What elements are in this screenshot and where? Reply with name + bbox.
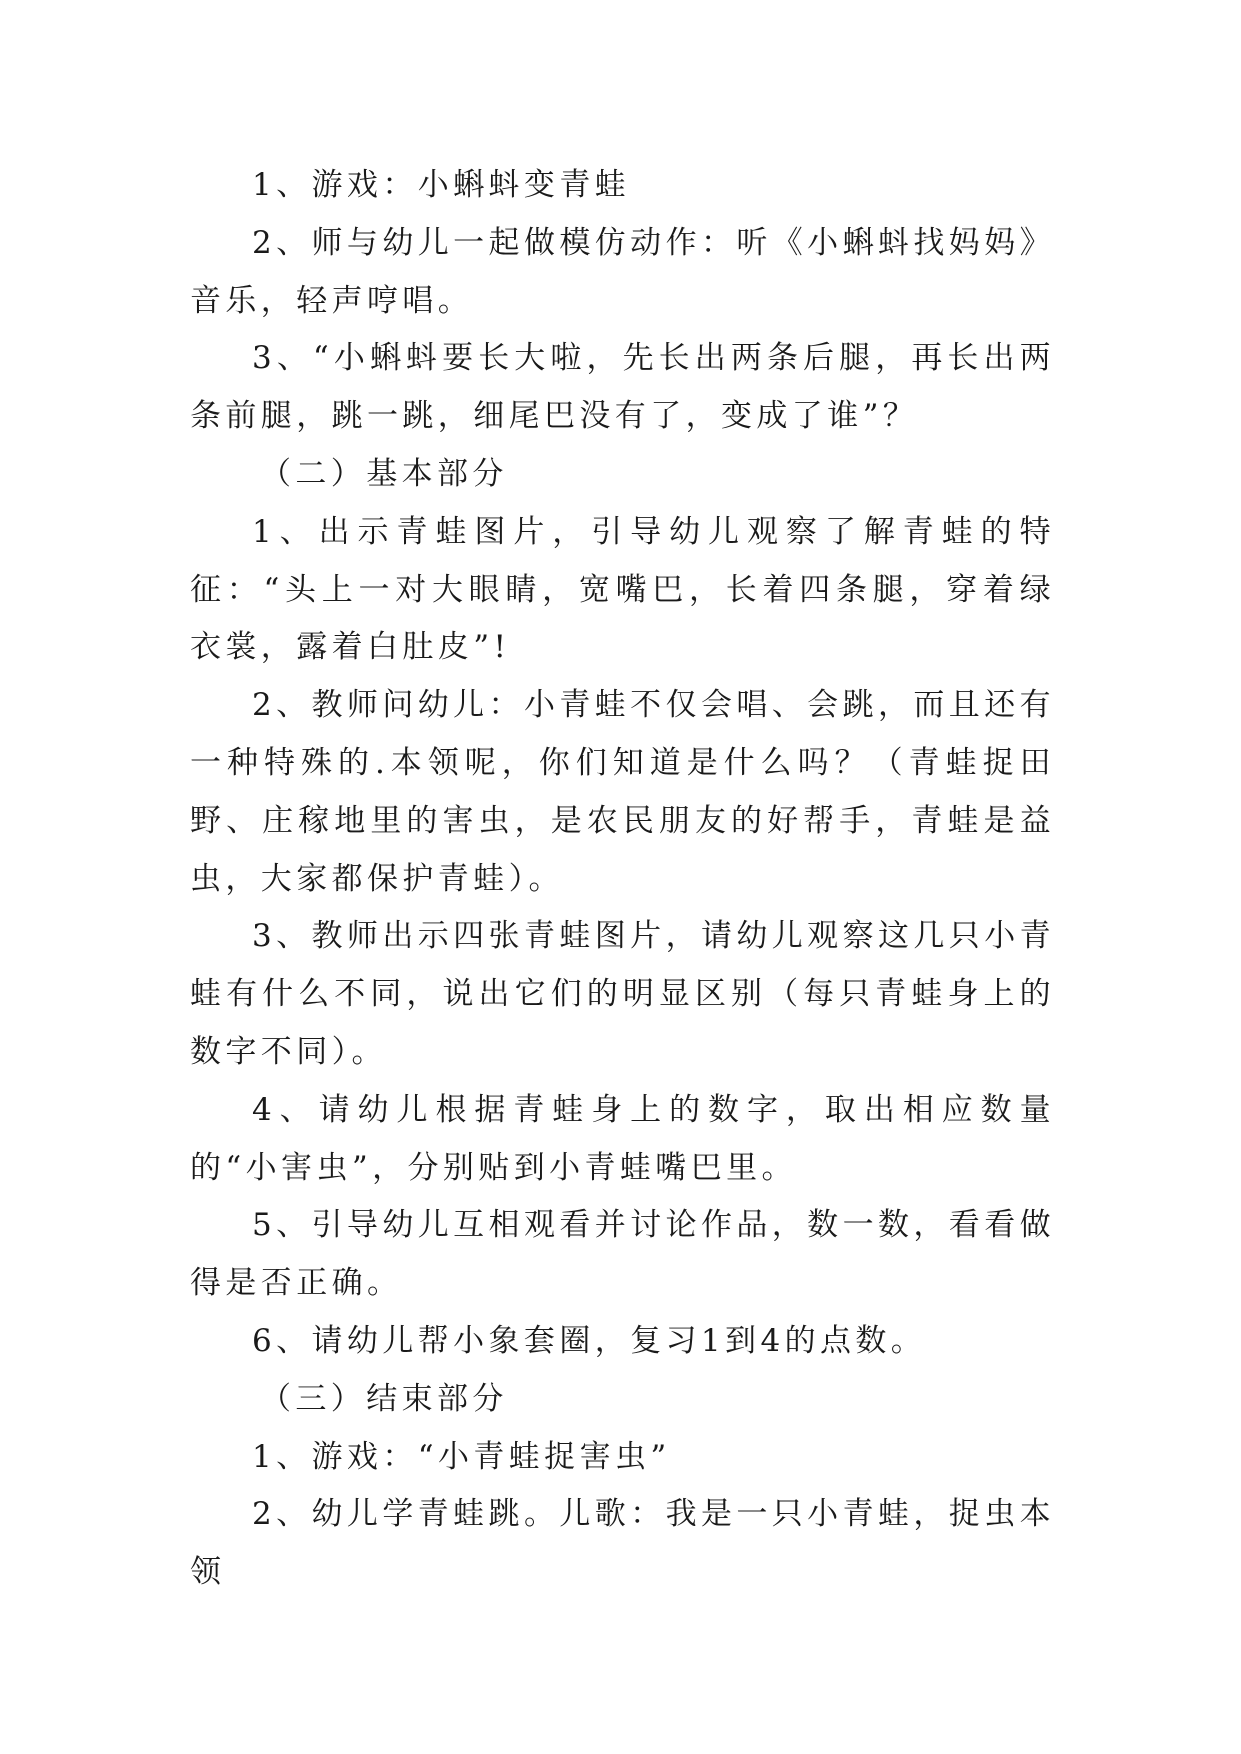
section-heading-ending-part: （三）结束部分: [260, 1380, 508, 1417]
paragraph-frog-jump-song: 2、幼儿学青蛙跳。儿歌：我是一只小青蛙，捉虫本领: [190, 1496, 1055, 1591]
paragraph-pests-count: 4、请幼儿根据青蛙身上的数字，取出相应数量的“小害虫”，分别贴到小青蛙嘴巴里。: [190, 1091, 1055, 1186]
paragraph-four-frogs: 3、教师出示四张青蛙图片，请幼儿观察这几只小青蛙有什么不同，说出它们的明显区别（每只青蛙身上的数字不同）。: [190, 918, 1055, 1070]
paragraph-game-catch-pests: 1、游戏：“小青蛙捉害虫”: [252, 1438, 671, 1475]
paragraph-frog-features: 1、出示青蛙图片，引导幼儿观察了解青蛙的特征：“头上一对大眼睛，宽嘴巴，长着四条腿，穿着绿衣裳，露着白肚皮”!: [190, 513, 1055, 666]
document-body: [190, 157, 1055, 1602]
paragraph-imitation-actions: 2、师与幼儿一起做模仿动作：听《小蝌蚪找妈妈》音乐，轻声哼唱。: [190, 224, 1055, 319]
paragraph-discuss-works: 5、引导幼儿互相观看并讨论作品，数一数，看看做得是否正确。: [190, 1207, 1055, 1302]
paragraph-game-tadpole: 1、游戏：小蝌蚪变青蛙: [252, 167, 631, 203]
paragraph-tadpole-grows: 3、“小蝌蚪要长大啦，先长出两条后腿，再长出两条前腿，跳一跳，细尾巴没有了，变成了谁”？: [190, 340, 1055, 435]
section-heading-basic-part: （二）基本部分: [260, 455, 508, 492]
paragraph-frog-skill: 2、教师问幼儿：小青蛙不仅会唱、会跳，而且还有一种特殊的.本领呢，你们知道是什么吗？（青蛙捉田野、庄稼地里的害虫，是农民朋友的好帮手，青蛙是益虫，大家都保护青蛙）。: [190, 687, 1055, 897]
paragraph-elephant-rings: 6、请幼儿帮小象套圈，复习1到4的点数。: [252, 1322, 927, 1359]
